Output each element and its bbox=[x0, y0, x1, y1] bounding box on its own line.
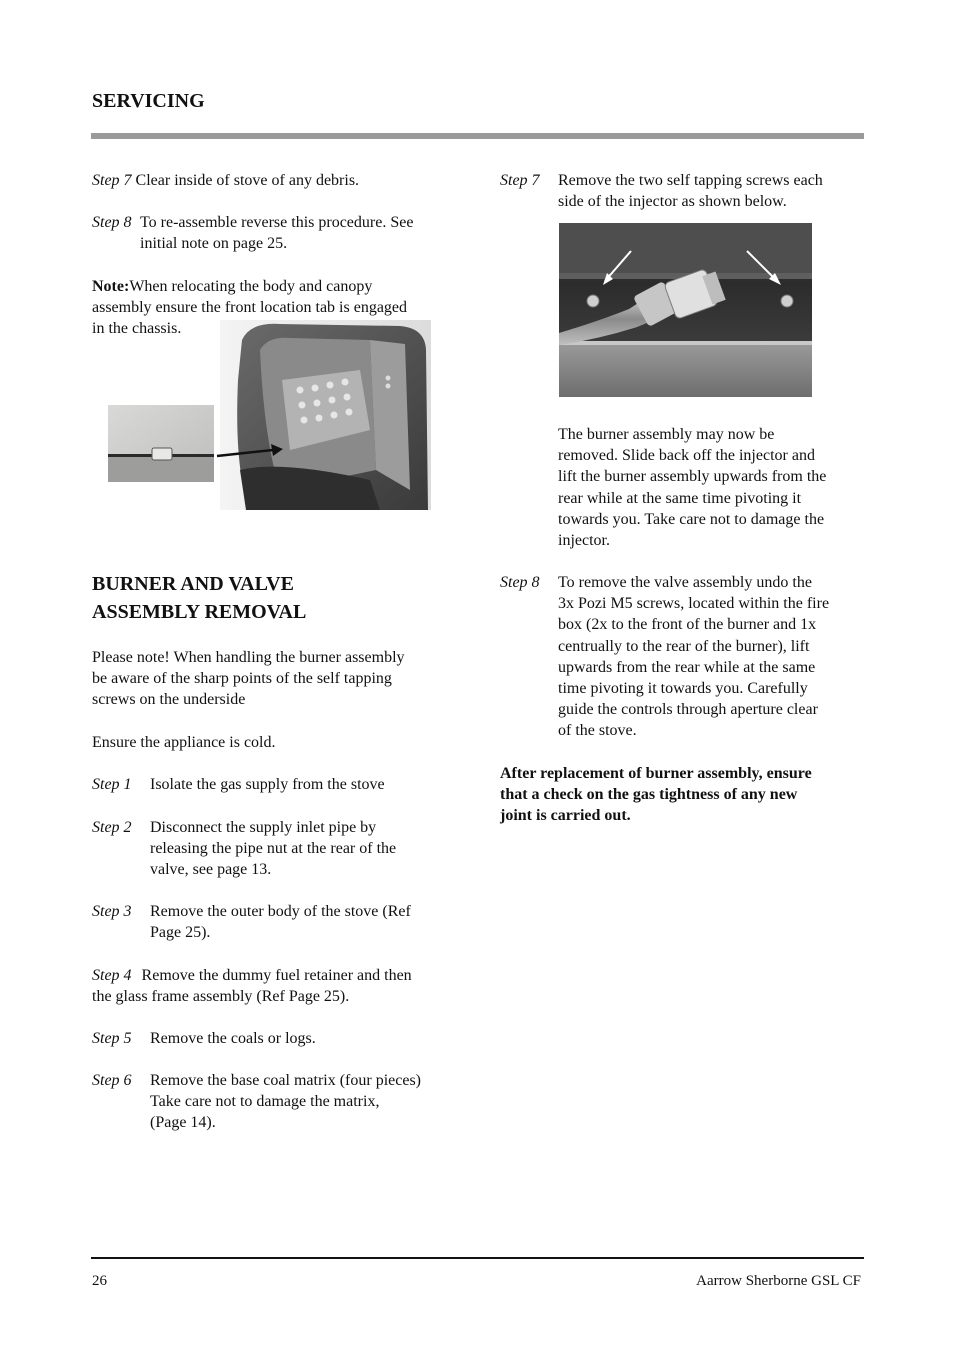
step-text-line: Isolate the gas supply from the stove bbox=[150, 776, 385, 793]
burner-removal-paragraph bbox=[558, 424, 868, 551]
left-step-7 bbox=[92, 170, 359, 191]
paragraph-line: screws on the underside bbox=[92, 691, 246, 709]
step-text-line: Disconnect the supply inlet pipe by bbox=[150, 819, 377, 836]
step-text-line: valve, see page 13. bbox=[150, 861, 272, 878]
step-text-line: Remove the dummy fuel retainer and then bbox=[141, 967, 412, 984]
step-text-line: To re-assemble reverse this procedure. See bbox=[140, 214, 414, 231]
step-text-line: the glass frame assembly (Ref Page 25). bbox=[92, 988, 350, 1006]
step-text-line: time pivoting it towards you. Carefully bbox=[558, 680, 808, 697]
step-label: Step 2 bbox=[92, 819, 132, 836]
step-label: Step 3 bbox=[92, 903, 132, 920]
left-step-8 bbox=[92, 212, 462, 256]
section-heading-line: ASSEMBLY REMOVAL bbox=[92, 601, 307, 623]
please-note-paragraph bbox=[92, 647, 472, 711]
section-heading bbox=[92, 570, 452, 626]
right-step-7 bbox=[500, 170, 870, 214]
step-label: Step 8 bbox=[500, 574, 540, 591]
step-label: Step 1 bbox=[92, 776, 132, 793]
paragraph-line: rear while at the same time pivoting it bbox=[558, 489, 802, 507]
step-text-line: box (2x to the front of the burner and 1x bbox=[558, 616, 817, 633]
injector-screws-photo bbox=[559, 223, 812, 397]
left-step-5 bbox=[92, 1028, 472, 1050]
step-text-line: 3x Pozi M5 screws, located within the fire bbox=[558, 595, 830, 612]
left-step-3 bbox=[92, 901, 472, 945]
left-step-6 bbox=[92, 1070, 472, 1134]
footer-rule bbox=[91, 1257, 864, 1259]
step-text-line: (Page 14). bbox=[150, 1114, 216, 1131]
ensure-cold-text: Ensure the appliance is cold. bbox=[92, 734, 276, 751]
note-text: in the chassis. bbox=[92, 320, 182, 338]
step-text-line: Page 25). bbox=[150, 924, 211, 941]
warning-line: that a check on the gas tightness of any new bbox=[500, 786, 798, 804]
step-label: Step 6 bbox=[92, 1072, 132, 1089]
paragraph-line: Please note! When handling the burner assembly bbox=[92, 649, 405, 666]
page-number: 26 bbox=[92, 1273, 107, 1289]
paragraph-line: injector. bbox=[558, 532, 610, 550]
step-label: Step 4 bbox=[92, 967, 132, 984]
step-text-line: Take care not to damage the matrix, bbox=[150, 1093, 380, 1110]
step-text: Clear inside of stove of any debris. bbox=[135, 172, 360, 189]
note-label: Note: bbox=[92, 278, 130, 295]
left-step-1 bbox=[92, 774, 472, 796]
note-text: When relocating the body and canopy bbox=[129, 278, 373, 295]
warning-line: joint is carried out. bbox=[500, 807, 631, 825]
warning-line: After replacement of burner assembly, ensure bbox=[500, 765, 812, 782]
gas-tightness-warning bbox=[500, 763, 870, 827]
location-tab-photo bbox=[108, 405, 214, 482]
paragraph-line: towards you. Take care not to damage the bbox=[558, 510, 825, 528]
step-text-line: of the stove. bbox=[558, 722, 637, 739]
step-label: Step 7 bbox=[92, 172, 132, 189]
left-step-2 bbox=[92, 817, 472, 881]
step-text-line: To remove the valve assembly undo the bbox=[558, 574, 812, 591]
paragraph-line: be aware of the sharp points of the self tapping bbox=[92, 670, 392, 688]
step-text-line: Remove the outer body of the stove (Ref bbox=[150, 903, 411, 920]
step-text-line: releasing the pipe nut at the rear of the bbox=[150, 840, 397, 857]
step-text-line: upwards from the rear while at the same bbox=[558, 659, 816, 676]
step-text-line: Remove the coals or logs. bbox=[150, 1030, 316, 1047]
section-heading-line: BURNER AND VALVE bbox=[92, 573, 294, 595]
step-text-line: Remove the base coal matrix (four pieces) bbox=[150, 1072, 421, 1089]
page-title: SERVICING bbox=[92, 90, 205, 112]
step-text-line: initial note on page 25. bbox=[140, 235, 288, 252]
paragraph-line: The burner assembly may now be bbox=[558, 426, 775, 443]
paragraph-line: removed. Slide back off the injector and bbox=[558, 447, 815, 465]
step-label: Step 5 bbox=[92, 1030, 132, 1047]
paragraph-line: lift the burner assembly upwards from the bbox=[558, 468, 827, 486]
right-step-8 bbox=[500, 572, 870, 744]
arrow-to-tab-icon bbox=[215, 444, 285, 460]
stove-interior-photo bbox=[220, 320, 431, 510]
step-text-line: guide the controls through aperture clear bbox=[558, 701, 818, 718]
step-label: Step 7 bbox=[500, 172, 540, 189]
left-step-4 bbox=[92, 965, 472, 1007]
note-text: assembly ensure the front location tab is engaged bbox=[92, 299, 408, 317]
product-name: Aarrow Sherborne GSL CF bbox=[696, 1273, 861, 1289]
step-text-line: side of the injector as shown below. bbox=[558, 193, 787, 210]
step-text-line: centrually to the rear of the burner), lift bbox=[558, 638, 810, 655]
step-text-line: Remove the two self tapping screws each bbox=[558, 172, 823, 189]
header-rule bbox=[91, 133, 864, 139]
step-label: Step 8 bbox=[92, 214, 132, 231]
